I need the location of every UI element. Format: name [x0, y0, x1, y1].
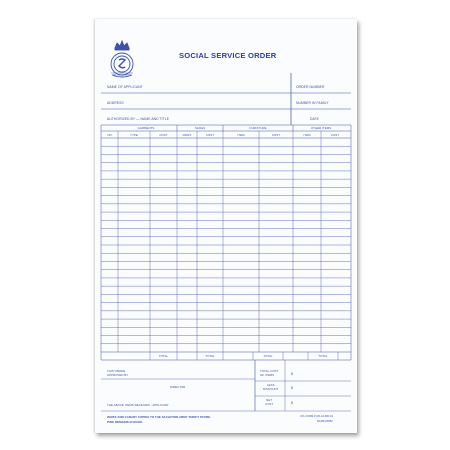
field-label-authorized-by: AUTHORIZED BY — NAME AND TITLE	[107, 117, 170, 121]
column-header-furniture-item: ITEM	[237, 133, 245, 137]
social-service-order-form	[95, 19, 357, 433]
field-label-date: DATE	[310, 117, 319, 121]
form-grid-lines	[95, 19, 357, 433]
group-header-furniture: FURNITURE	[249, 126, 267, 130]
column-header-no: NO.	[107, 133, 113, 137]
pink-copy-note: PINK REMAINS IN BOOK.	[107, 420, 144, 424]
form-number: ATL FORM # CR-44-MR-91	[300, 415, 333, 418]
net-cost-label: NET COST	[265, 398, 274, 406]
director-label: DIRECTOR	[170, 385, 186, 389]
currency-discount: $	[291, 386, 293, 390]
group-header-shoes: SHOES	[194, 126, 206, 130]
total-label-furniture: TOTAL	[263, 354, 273, 358]
order-approved-by-label: THIS ORDER APPROVED BY	[107, 369, 129, 377]
salvation-army-crest-icon	[105, 39, 139, 81]
total-label-garments: TOTAL	[158, 354, 169, 358]
less-discount-label: LESS DISCOUNT	[263, 383, 279, 391]
form-sub-number: RAM91/3580	[317, 420, 333, 423]
copy-distribution-note: WHITE AND CANARY COPIES TO THE SALVATION ARMY THRIFT STORE.	[107, 415, 211, 419]
column-header-garment-type: TYPE	[130, 133, 138, 137]
group-header-garments: GARMENTS	[137, 126, 155, 130]
currency-net-cost: $	[291, 401, 293, 405]
column-header-furniture-cost: COST	[271, 133, 281, 137]
group-header-other-items: OTHER ITEMS	[310, 126, 332, 130]
field-label-number-in-family: NUMBER IN FAMILY	[296, 101, 329, 105]
column-header-shoe-pairs: PAIRS	[182, 133, 192, 137]
crest-motto: SALVATION ARMY	[112, 74, 132, 77]
field-label-address: ADDRESS	[107, 101, 124, 105]
items-received-label: THE ABOVE ITEMS RECEIVED - APPLICANT	[107, 403, 169, 407]
form-title: SOCIAL SERVICE ORDER	[179, 51, 277, 60]
column-header-shoe-cost: COST	[205, 133, 215, 137]
column-header-other-cost: COST	[330, 133, 340, 137]
column-header-garment-cost: COST	[159, 133, 168, 137]
currency-total-cost: $	[291, 372, 293, 376]
field-label-applicant-name: NAME OF APPLICANT	[107, 85, 143, 89]
field-label-order-number: ORDER NUMBER	[296, 85, 325, 89]
column-header-other-item: ITEM	[303, 133, 311, 137]
total-cost-of-items-label: TOTAL COST OF ITEMS	[260, 369, 279, 377]
total-label-other: TOTAL	[318, 354, 328, 358]
total-label-shoes: TOTAL	[205, 354, 215, 358]
